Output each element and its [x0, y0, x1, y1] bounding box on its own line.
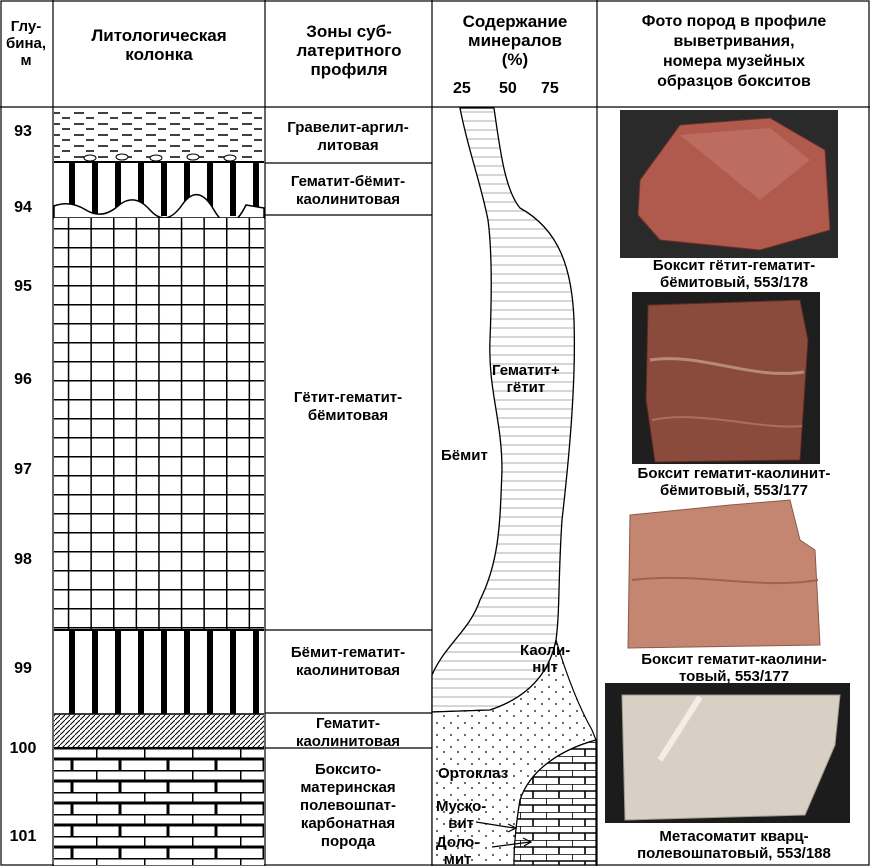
tick-50: 50 [499, 80, 517, 97]
lithology-header: Литологическая колонка [91, 26, 227, 64]
depth-101: 101 [9, 828, 37, 845]
carbonate-layer [54, 748, 264, 865]
boehmite-kaolinite-layer [54, 630, 264, 714]
photo-3 [625, 498, 825, 650]
photo-1-caption: Боксит гётит-гематит- бёмитовый, 553/178 [652, 257, 816, 291]
photo-1 [620, 110, 838, 258]
tick-25: 25 [453, 80, 471, 97]
photos-header: Фото пород в профиле выветривания, номера музейных образцов бокситов [641, 13, 827, 90]
depth-100: 100 [9, 740, 37, 757]
lithology-column [54, 108, 264, 865]
depth-93: 93 [14, 123, 32, 140]
hematite-goethite-field [432, 108, 574, 712]
label-boehmite: Бёмит [441, 447, 488, 464]
zone-5: Гематит- каолинитовая [295, 715, 401, 750]
depth-98: 98 [14, 551, 32, 568]
label-hematite: Гематит+ гётит [492, 362, 560, 396]
zone-3: Гётит-гематит- бёмитовая [293, 389, 403, 424]
depth-95: 95 [14, 278, 32, 295]
goethite-layer [54, 218, 264, 630]
depth-99: 99 [14, 660, 32, 677]
gravelite-layer [54, 108, 264, 158]
label-orthoclase: Ортоклаз [438, 765, 509, 782]
label-muscovite: Муско- вит [436, 798, 487, 832]
photo-4 [605, 683, 850, 823]
zone-6: Боксито- материнская полевошпат- карбонатная порода [300, 761, 396, 850]
depth-97: 97 [14, 461, 32, 478]
zone-1: Гравелит-аргил- литовая [287, 119, 409, 154]
photo-3-caption: Боксит гематит-каолини- товый, 553/177 [641, 651, 827, 685]
label-dolomite: Доло- мит [436, 834, 480, 868]
depth-96: 96 [14, 371, 32, 388]
photo-2-caption: Боксит гематит-каолинит- бёмитовый, 553/177 [637, 465, 831, 499]
hematite-kaolinite-layer [54, 714, 264, 748]
label-kaolinite: Каоли- нит [520, 642, 571, 676]
mineral-column [432, 108, 596, 865]
depth-94: 94 [14, 199, 32, 216]
tick-75: 75 [541, 80, 559, 97]
percent-ticks [433, 80, 597, 100]
depth-header: Глу- бина, м [5, 18, 47, 69]
hematite-boehmite-layer [54, 162, 264, 216]
photo-4-caption: Метасоматит кварц- полевошпатовый, 553/188 [637, 828, 831, 862]
zones-header: Зоны суб- латеритного профиля [296, 22, 402, 79]
minerals-header: Содержание минералов (%) [462, 12, 568, 69]
zone-4: Бёмит-гематит- каолинитовая [290, 644, 406, 679]
zone-2: Гематит-бёмит- каолинитовая [290, 173, 406, 208]
photo-2 [632, 292, 820, 464]
